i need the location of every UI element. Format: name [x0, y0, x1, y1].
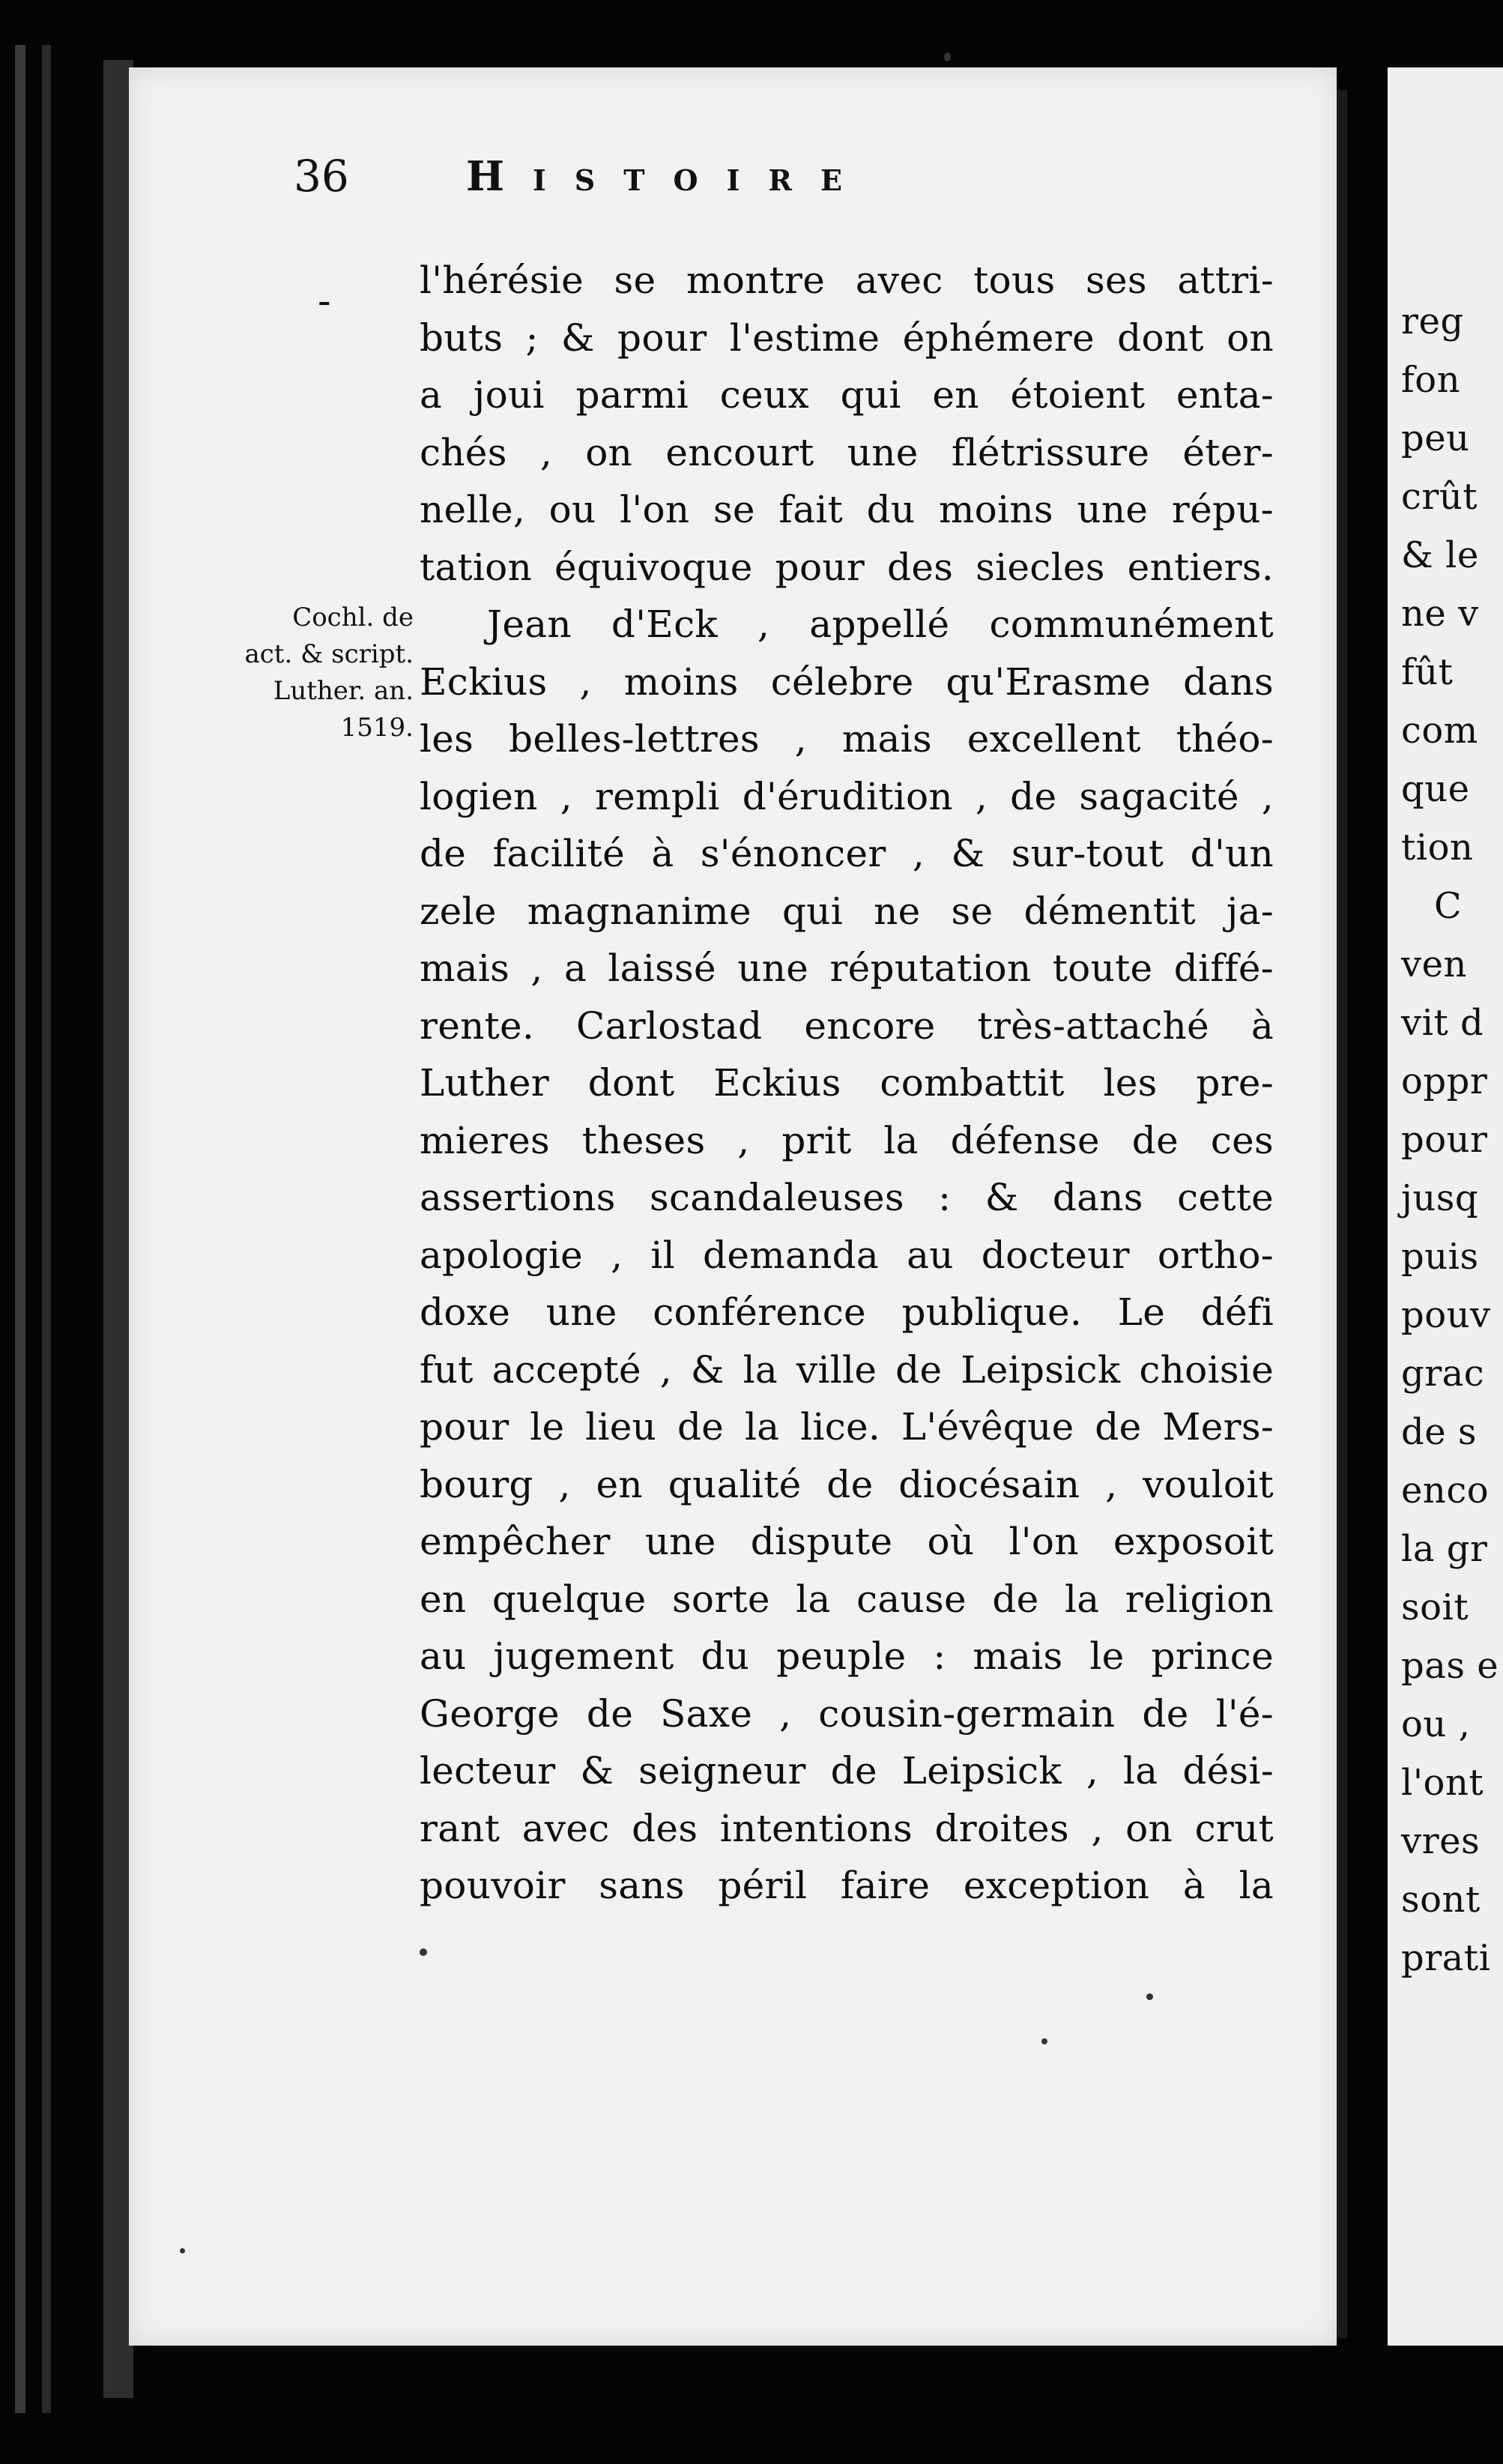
text-line: au jugement du peuple : mais le prince	[420, 1634, 1274, 1678]
facing-page-fragment: soit	[1401, 1586, 1469, 1628]
binding-strip	[42, 45, 51, 2413]
text-line: bourg , en qualité de diocésain , vouloit	[420, 1462, 1274, 1506]
facing-page-fragment: enco	[1401, 1470, 1490, 1512]
text-line: les belles-lettres , mais excellent théo-	[420, 717, 1274, 761]
facing-page-fragment: sont	[1401, 1879, 1481, 1921]
text-line: mieres theses , prit la défense de ces	[420, 1118, 1274, 1162]
text-line: nelle, ou l'on se fait du moins une répu-	[420, 488, 1274, 531]
text-line: zele magnanime qui ne se démentit ja-	[420, 889, 1274, 933]
text-line: l'hérésie se montre avec tous ses attri-	[420, 259, 1274, 302]
facing-page-fragment: grac	[1401, 1353, 1485, 1395]
text-line: a joui parmi ceux qui en étoient enta-	[420, 373, 1274, 417]
facing-page-text	[1401, 292, 1503, 1987]
body-text	[420, 252, 1274, 1915]
facing-page-fragment: que	[1401, 768, 1470, 810]
marginal-note	[196, 600, 414, 746]
text-line: George de Saxe , cousin-germain de l'é-	[420, 1691, 1274, 1736]
text-line: de facilité à s'énoncer , & sur-tout d'un	[420, 832, 1274, 875]
facing-page-fragment: & le	[1401, 534, 1479, 576]
facing-page-fragment: peu	[1401, 417, 1470, 459]
facing-page-fragment: ne v	[1401, 593, 1479, 635]
text-line: fut accepté , & la ville de Leipsick choisie	[420, 1347, 1274, 1392]
page-edge-shadow	[1337, 90, 1347, 2338]
text-line: doxe une conférence publique. Le défi	[420, 1290, 1274, 1334]
facing-page-fragment: ou ,	[1401, 1703, 1471, 1745]
facing-page-fragment: vres	[1401, 1820, 1481, 1862]
marginal-note-line: 1519.	[340, 713, 414, 743]
facing-page-fragment: reg	[1401, 301, 1464, 342]
running-title: Histoire	[466, 152, 871, 200]
facing-page-fragment: tion	[1401, 827, 1474, 869]
facing-page-fragment: ven	[1401, 943, 1467, 985]
facing-page-fragment: puis	[1401, 1236, 1479, 1278]
text-line: mais , a laissé une réputation toute diffé-	[420, 946, 1274, 990]
facing-page-fragment: l'ont	[1401, 1762, 1484, 1804]
text-line: Eckius , moins célebre qu'Erasme dans	[420, 659, 1274, 704]
facing-page-fragment: pouv	[1401, 1294, 1491, 1336]
facing-page-fragment: fût	[1401, 651, 1454, 693]
text-line: en quelque sorte la cause de la religion	[420, 1577, 1274, 1621]
facing-page-fragment: C	[1434, 885, 1463, 927]
marginal-note-line: act. & script.	[244, 639, 414, 669]
text-line: rant avec des intentions droites , on crut	[420, 1806, 1274, 1850]
text-line: rente. Carlostad encore très-attaché à	[420, 1003, 1274, 1048]
facing-page-fragment: jusq	[1401, 1177, 1479, 1219]
text-line: assertions scandaleuses : & dans cette	[420, 1176, 1274, 1219]
ink-speck	[1146, 1993, 1153, 2000]
facing-page-fragment: oppr	[1401, 1060, 1488, 1102]
text-line: lecteur & seigneur de Leipsick , la dési-	[420, 1749, 1274, 1793]
text-line: logien , rempli d'érudition , de sagacité ,	[420, 774, 1274, 818]
facing-page	[1388, 67, 1503, 2346]
facing-page-fragment: vit d	[1401, 1002, 1484, 1044]
page-header	[294, 135, 1298, 217]
margin-mark: -	[318, 279, 331, 324]
facing-page-fragment: crût	[1401, 476, 1478, 518]
facing-page-fragment: prati	[1401, 1937, 1491, 1979]
text-line: Luther dont Eckius combattit les pre-	[420, 1061, 1274, 1105]
facing-page-fragment: pour	[1401, 1119, 1488, 1161]
facing-page-fragment: la gr	[1401, 1528, 1488, 1570]
text-line: apologie , il demanda au docteur ortho-	[420, 1233, 1274, 1277]
binding-strip	[15, 45, 25, 2413]
facing-page-fragment: pas e	[1401, 1645, 1499, 1687]
ink-speck	[180, 2248, 185, 2253]
text-line: buts ; & pour l'estime éphémere dont on	[420, 315, 1274, 360]
text-line: Jean d'Eck , appellé communément	[487, 603, 1274, 646]
text-line: tation équivoque pour des siecles entiers.	[420, 545, 1274, 589]
facing-page-fragment: fon	[1401, 359, 1461, 401]
text-line: pouvoir sans péril faire exception à la	[420, 1864, 1274, 1907]
text-line: pour le lieu de la lice. L'évêque de Mers-	[420, 1405, 1274, 1449]
text-line: chés , on encourt une flétrissure éter-	[420, 430, 1274, 474]
ink-speck	[944, 52, 951, 61]
ink-speck	[420, 1948, 427, 1956]
facing-page-fragment: de s	[1401, 1411, 1478, 1453]
page-number: 36	[294, 151, 349, 202]
facing-page-fragment: com	[1401, 710, 1478, 752]
marginal-note-line: Cochl. de	[292, 603, 414, 632]
marginal-note-line: Luther. an.	[273, 676, 414, 706]
ink-speck	[1041, 2038, 1047, 2044]
text-line: empêcher une dispute où l'on exposoit	[420, 1520, 1274, 1563]
